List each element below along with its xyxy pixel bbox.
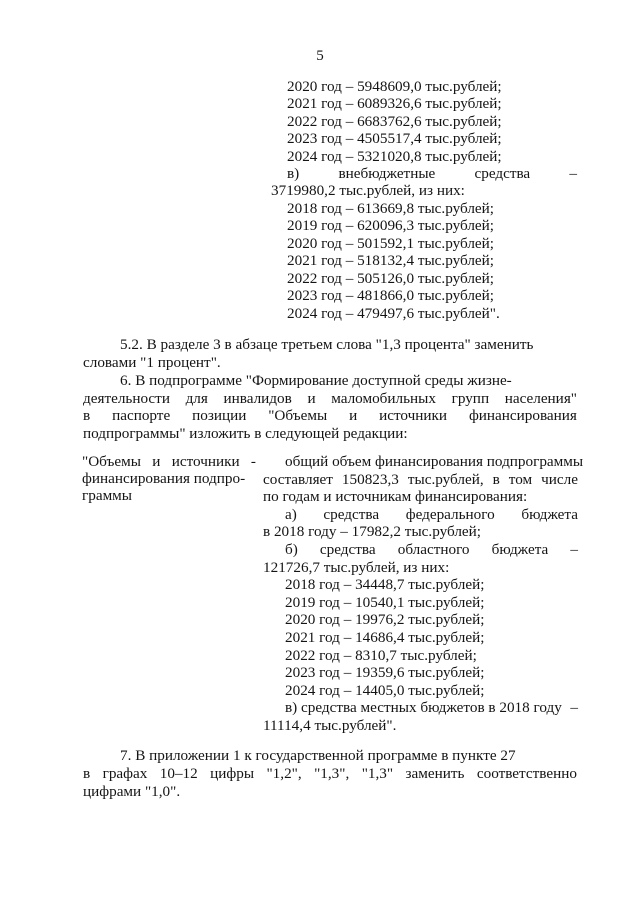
paragraph-line: 6. В подпрограмме "Формирование доступной среды жизне- [120,372,512,389]
word: в [492,470,500,488]
word: инвалидов [223,389,292,407]
word: 10–12 [159,765,198,782]
paragraph-line-justified [83,765,577,783]
item-v-line [287,165,577,182]
table-left-cell [82,453,256,505]
word: паспорте [112,407,171,424]
word: цифры [210,765,255,782]
word: "Объемы [82,453,141,470]
list-item: 2020 год – 19976,2 тыс.рублей; [285,611,485,629]
word: "1,3" [361,765,394,782]
word: б) [285,540,298,558]
list-item: 2019 год – 620096,3 тыс.рублей; [287,217,495,234]
paragraph-line: 5.2. В разделе 3 в абзаце третьем слова "1,3 процента" заменить [120,336,534,353]
word: тыс.рублей, [407,470,484,488]
list-item: 2024 год – 14405,0 тыс.рублей; [285,681,485,699]
right-cell-line-justified [263,471,578,489]
word: групп [451,389,490,407]
paragraph-line: словами "1 процент". [83,353,221,371]
word: - [250,453,256,470]
word: соответственно [476,765,577,782]
word: "1,3", [314,765,350,782]
list-item: 2024 год – 5321020,8 тыс.рублей; [287,148,502,165]
list-item: 2023 год – 19359,6 тыс.рублей; [285,664,485,682]
word: в) средства местных бюджетов в 2018 году [285,699,562,717]
word: в [83,407,91,424]
list-item: 2022 год – 6683762,6 тыс.рублей; [287,113,502,130]
word: средства [323,505,380,523]
word: "Объемы [268,407,328,424]
paragraph-line: 7. В приложении 1 к государственной программе в пункте 27 [120,747,516,764]
word: в [83,765,91,782]
word: позиции [192,407,247,424]
word: населения" [504,389,577,407]
list-item: 2019 год – 10540,1 тыс.рублей; [285,593,485,611]
right-cell-line-justified [263,699,578,717]
word: – [570,540,578,558]
list-item: 2021 год – 14686,4 тыс.рублей; [285,628,485,646]
list-item: 2022 год – 505126,0 тыс.рублей; [287,270,495,287]
word: числе [541,470,578,488]
list-item: 2023 год – 481866,0 тыс.рублей; [287,287,495,304]
word: областного [397,540,470,558]
word: источники [379,407,448,424]
word: федерального [405,505,495,523]
word: составляет [263,470,333,488]
right-cell-line: общий объем финансирования подпрограммы [285,453,584,470]
paragraph-line-justified [83,390,577,408]
list-item: 2021 год – 6089326,6 тыс.рублей; [287,95,502,112]
word: деятельности [83,389,170,407]
paragraph-5-2 [83,336,577,371]
page-number: 5 [316,48,324,64]
word: том [508,470,533,488]
item-v-label: в) [287,165,300,182]
right-cell-line: 121726,7 тыс.рублей, из них: [263,558,450,576]
list-item: 2021 год – 518132,4 тыс.рублей; [287,252,495,269]
right-cell-line: 11114,4 тыс.рублей". [263,716,397,734]
word: финансирования [468,407,577,424]
list-item: 2024 год – 479497,6 тыс.рублей". [287,305,500,322]
left-cell-line: граммы [82,487,132,505]
item-v-word: внебюджетные [338,165,436,182]
right-cell-line: в 2018 году – 17982,2 тыс.рублей; [263,523,481,541]
word: и [349,407,358,424]
table-right-cell [263,453,584,735]
word: для [185,389,208,407]
paragraph-7 [83,747,577,801]
list-item: 2022 год – 8310,7 тыс.рублей; [285,646,477,664]
list-item: 2023 год – 4505517,4 тыс.рублей; [287,130,502,147]
word: бюджета [521,505,578,523]
item-v-continuation: 3719980,2 тыс.рублей, из них: [271,182,465,199]
left-cell-line [82,453,256,470]
item-v-word: средства [474,165,531,182]
word: бюджета [491,540,549,558]
right-cell-line: по годам и источникам финансирования: [263,488,528,506]
list-item: 2018 год – 34448,7 тыс.рублей; [285,576,485,594]
word: 150823,3 [341,470,399,488]
word: источники [171,453,240,470]
paragraph-line-justified [83,407,577,425]
word: графах [102,765,148,782]
list-item: 2020 год – 5948609,0 тыс.рублей; [287,78,502,95]
word: средства [319,540,376,558]
word: заменить [405,765,465,782]
paragraph-6 [83,372,577,442]
right-cell-line-justified [263,541,578,559]
word: и [152,453,161,470]
word: и [307,389,316,407]
word: а) [285,505,297,523]
right-cell-line-justified [263,506,578,524]
paragraph-line: цифрами "1,0". [83,783,181,800]
list-item: 2018 год – 613669,8 тыс.рублей; [287,200,495,217]
word: "1,2", [266,765,302,782]
left-cell-line: финансирования подпро- [82,470,246,488]
word: маломобильных [331,389,436,407]
paragraph-line: подпрограммы" изложить в следующей редакции: [83,424,408,442]
word: – [570,699,578,717]
item-v-dash: – [569,165,577,182]
list-item: 2020 год – 501592,1 тыс.рублей; [287,235,495,252]
